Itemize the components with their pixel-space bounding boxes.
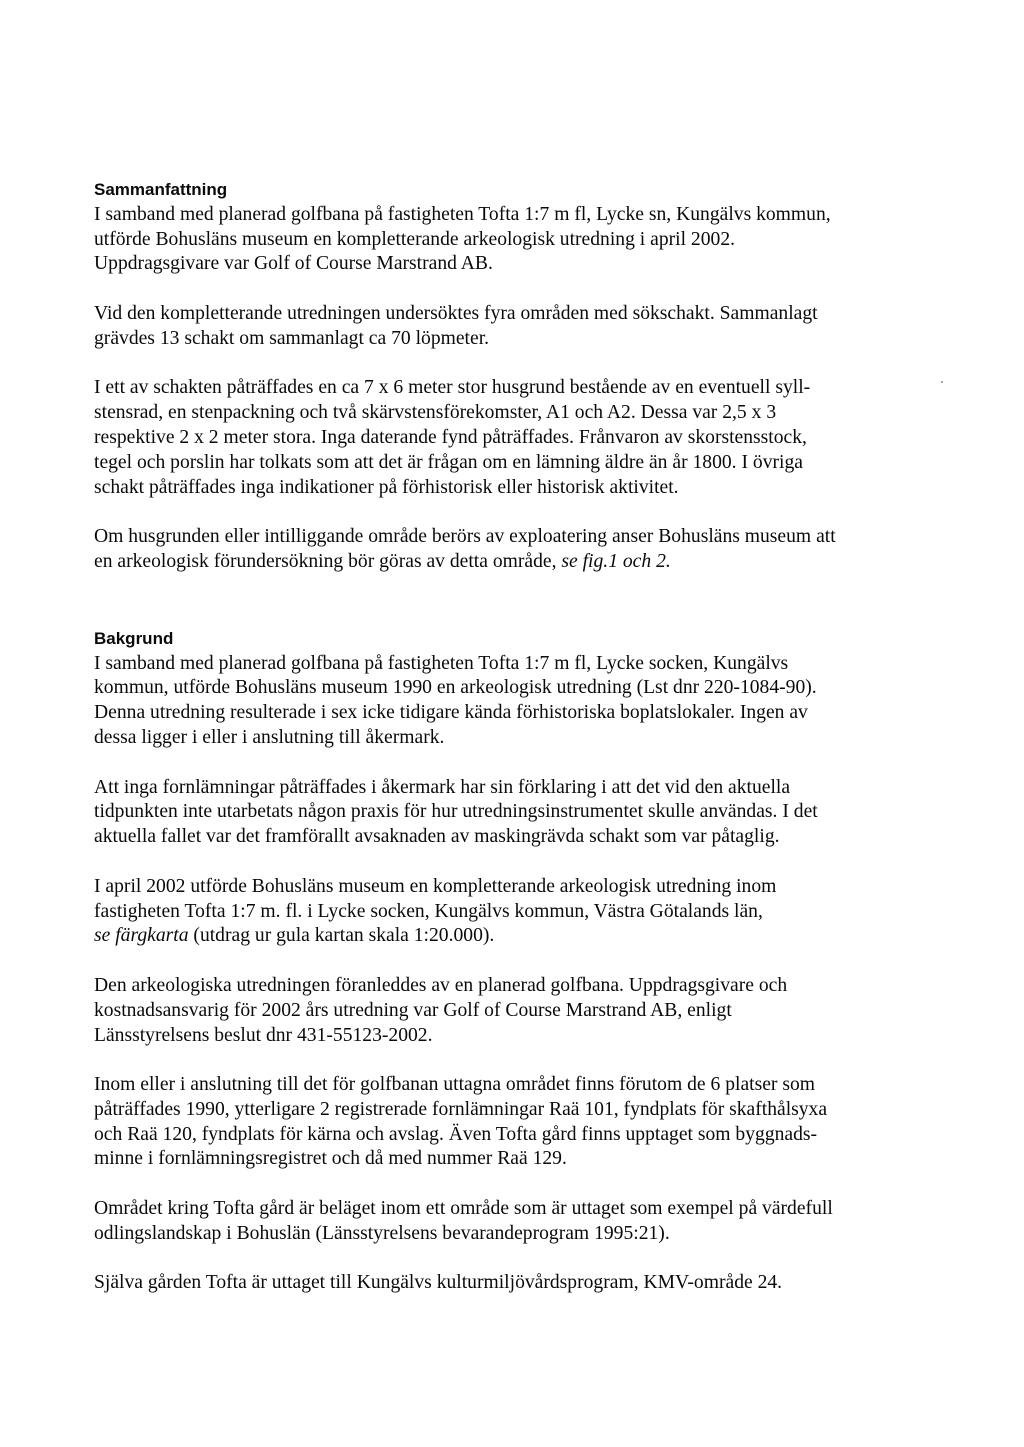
map-reference: se färgkarta bbox=[94, 925, 189, 947]
text-line: aktuella fallet var det framförallt avsaknaden av maskingrävda schakt som var påtaglig. bbox=[94, 826, 780, 848]
document-page bbox=[94, 178, 994, 1296]
text-line: Denna utredning resulterade i sex icke tidigare kända förhistoriska boplatslokaler. Ingen av bbox=[94, 702, 808, 724]
text-line: påträffades 1990, ytterligare 2 registrerade fornlämningar Raä 101, fyndplats för skafthålsyxa bbox=[94, 1098, 828, 1120]
text-line: kommun, utförde Bohusläns museum 1990 en arkeologisk utredning (Lst dnr 220-1084-90). bbox=[94, 677, 817, 699]
section-sammanfattning bbox=[94, 178, 994, 575]
text-line: minne i fornlämningsregistret och då med nummer Raä 129. bbox=[94, 1148, 567, 1170]
text-line: och Raä 120, fyndplats för kärna och avslag. Även Tofta gård finns upptaget som byggnads- bbox=[94, 1123, 818, 1145]
text-line: Inom eller i anslutning till det för golfbanan uttagna området finns förutom de 6 platser som bbox=[94, 1074, 815, 1096]
text-line: Den arkeologiska utredningen föranleddes av en planerad golfbana. Uppdragsgivare och bbox=[94, 974, 788, 996]
paragraph bbox=[94, 376, 994, 500]
text-line: fastigheten Tofta 1:7 m. fl. i Lycke socken, Kungälvs kommun, Västra Götalands län, bbox=[94, 900, 763, 922]
section-bakgrund bbox=[94, 627, 994, 1297]
paragraph bbox=[94, 776, 994, 850]
paragraph bbox=[94, 203, 994, 277]
text-line: Länsstyrelsens beslut dnr 431-55123-2002. bbox=[94, 1024, 433, 1046]
paragraph bbox=[94, 1197, 994, 1247]
text-line: respektive 2 x 2 meter stora. Inga daterande fynd påträffades. Frånvaron av skorstensstock, bbox=[94, 426, 807, 448]
text-line: kostnadsansvarig för 2002 års utredning var Golf of Course Marstrand AB, enligt bbox=[94, 999, 732, 1021]
text-line: Att inga fornlämningar påträffades i åkermark har sin förklaring i att det vid den aktuella bbox=[94, 776, 791, 798]
text-line: utförde Bohusläns museum en kompletterande arkeologisk utredning i april 2002. bbox=[94, 228, 736, 250]
text-line: Området kring Tofta gård är beläget inom ett område som är uttaget som exempel på värdefull bbox=[94, 1198, 833, 1220]
text-line: I samband med planerad golfbana på fastigheten Tofta 1:7 m fl, Lycke sn, Kungälvs kommun, bbox=[94, 203, 831, 225]
paragraph bbox=[94, 525, 994, 575]
paragraph bbox=[94, 652, 994, 751]
text-line: dessa ligger i eller i anslutning till åkermark. bbox=[94, 726, 445, 748]
text-run: (utdrag ur gula kartan skala 1:20.000). bbox=[188, 925, 495, 947]
section-heading: Bakgrund bbox=[94, 628, 174, 648]
text-line: Själva gården Tofta är uttaget till Kungälvs kulturmiljövårdsprogram, KMV-område 24. bbox=[94, 1272, 783, 1294]
text-line: grävdes 13 schakt om sammanlagt ca 70 löpmeter. bbox=[94, 327, 490, 349]
text-line: tidpunkten inte utarbetats någon praxis för hur utredningsinstrumentet skulle användas. I det bbox=[94, 801, 818, 823]
paragraph bbox=[94, 875, 994, 949]
text-line bbox=[94, 550, 994, 575]
text-line: stensrad, en stenpackning och två skärvstensförekomster, A1 och A2. Dessa var 2,5 x 3 bbox=[94, 402, 777, 424]
text-line: tegel och porslin har tolkats som att det är frågan om en lämning äldre än år 1800. I övriga bbox=[94, 451, 803, 473]
text-run: en arkeologisk förundersökning bör göras av detta område, bbox=[94, 550, 562, 572]
figure-reference: se fig.1 och 2. bbox=[561, 550, 671, 572]
text-line: I samband med planerad golfbana på fastigheten Tofta 1:7 m fl, Lycke socken, Kungälvs bbox=[94, 652, 789, 674]
text-line: Vid den kompletterande utredningen undersöktes fyra områden med sökschakt. Sammanlagt bbox=[94, 302, 818, 324]
text-line: Uppdragsgivare var Golf of Course Marstrand AB. bbox=[94, 253, 493, 275]
paragraph bbox=[94, 302, 994, 352]
text-line: I ett av schakten påträffades en ca 7 x 6 meter stor husgrund bestående av en eventuell syll- bbox=[94, 377, 811, 399]
text-line: odlingslandskap i Bohuslän (Länsstyrelsens bevarandeprogram 1995:21). bbox=[94, 1222, 670, 1244]
text-line bbox=[94, 924, 994, 949]
text-line: Om husgrunden eller intilliggande område berörs av exploatering anser Bohusläns museum att bbox=[94, 526, 836, 548]
text-line: I april 2002 utförde Bohusläns museum en kompletterande arkeologisk utredning inom bbox=[94, 875, 777, 897]
section-heading: Sammanfattning bbox=[94, 180, 228, 199]
paragraph bbox=[94, 974, 994, 1048]
paragraph bbox=[94, 1073, 994, 1172]
paragraph bbox=[94, 1271, 994, 1296]
text-line: schakt påträffades inga indikationer på förhistorisk eller historisk aktivitet. bbox=[94, 476, 679, 498]
